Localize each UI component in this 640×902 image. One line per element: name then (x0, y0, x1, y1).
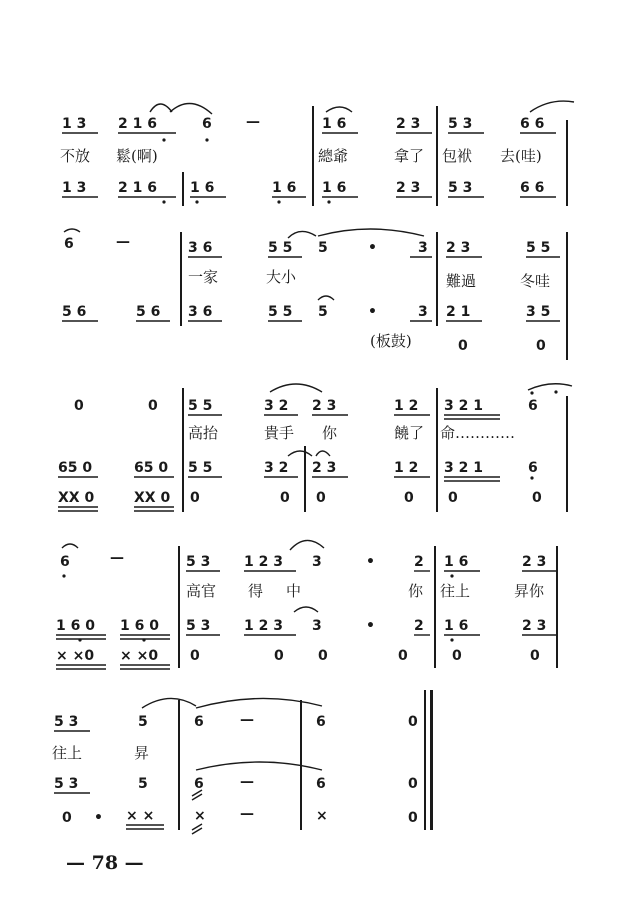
note-group: 6 (202, 116, 212, 132)
note-group: 2 1 6 (118, 180, 157, 196)
percussion-group: × × (126, 808, 155, 824)
sustain-dash: — (110, 550, 124, 566)
lyric: 往上 (440, 582, 471, 600)
rest: 0 (274, 648, 284, 664)
rest: 0 (316, 490, 326, 506)
note-group: 1 6 (190, 180, 215, 196)
note-group: 6 (60, 554, 70, 570)
note-group: 3 2 1 (444, 460, 483, 476)
augmentation-dot: • (366, 554, 375, 570)
rest: 0 (148, 398, 158, 414)
note-group: 65 0 (134, 460, 169, 476)
rest: 0 (530, 648, 540, 664)
note-group: 1 6 (444, 554, 469, 570)
note-group: 1 2 (394, 460, 419, 476)
rest: 0 (536, 338, 546, 354)
instrument-annotation: (板鼓) (370, 332, 412, 350)
note-group: 2 3 (312, 460, 337, 476)
augmentation-dot: • (366, 618, 375, 634)
rest: 0 (398, 648, 408, 664)
note-group: 5 3 (54, 776, 79, 792)
note-group: 5 (318, 240, 328, 256)
rest: 0 (408, 776, 418, 792)
lyric: 拿了 (394, 147, 425, 165)
note-group: 2 3 (396, 180, 421, 196)
note-group: 5 3 (448, 180, 473, 196)
note-group: 6 (64, 236, 74, 252)
lyric: 總爺 (318, 147, 349, 165)
note-group: 5 3 (186, 554, 211, 570)
rest: 0 (408, 714, 418, 730)
note-group: 1 2 (394, 398, 419, 414)
note-group: 3 6 (188, 304, 213, 320)
rest: 0 (190, 490, 200, 506)
lyric: 高官 (186, 582, 217, 600)
rest: 0 (448, 490, 458, 506)
note-group: 5 6 (62, 304, 87, 320)
note-group: 1 6 (444, 618, 469, 634)
lyric: 命………… (440, 424, 516, 442)
note-group: 3 (312, 618, 322, 634)
lyric: 中 (286, 582, 302, 600)
note-group: 3 2 (264, 460, 289, 476)
note-group: 5 3 (186, 618, 211, 634)
note-group: 6 (316, 714, 326, 730)
note-group: 2 3 (312, 398, 337, 414)
percussion-group: × ×0 (120, 648, 159, 664)
note-group: 5 5 (268, 304, 293, 320)
lyric: 大小 (266, 268, 297, 286)
lyric: 鬆(啊) (116, 147, 158, 165)
percussion-group: × (194, 808, 206, 824)
percussion-group: × ×0 (56, 648, 95, 664)
rest: 0 (408, 810, 418, 826)
note-group: 1 6 (272, 180, 297, 196)
note-group: 6 (194, 776, 204, 792)
note-group: 3 (418, 304, 428, 320)
lyric: 一家 (188, 268, 219, 286)
note-group: 3 2 (264, 398, 289, 414)
note-group: 3 6 (188, 240, 213, 256)
note-group: 1 6 0 (56, 618, 95, 634)
lyric: 貴手 (264, 424, 295, 442)
note-group: 2 (414, 618, 424, 634)
lyric: 不放 (60, 147, 91, 165)
lyric: 往上 (52, 744, 83, 762)
lyric: 昇 (134, 744, 150, 762)
note-group: 2 1 (446, 304, 471, 320)
note-group: 2 (414, 554, 424, 570)
lyric: 高抬 (188, 424, 219, 442)
note-group: 2 3 (522, 618, 547, 634)
lyric: 饒了 (394, 424, 425, 442)
note-group: 6 (528, 398, 538, 414)
sustain-dash: — (116, 234, 130, 250)
lyric: 去(哇) (500, 147, 542, 165)
note-group: 5 (318, 304, 328, 320)
note-group: 6 6 (520, 116, 545, 132)
rest: 0 (532, 490, 542, 506)
note-group: 6 6 (520, 180, 545, 196)
lyric: 你 (322, 424, 338, 442)
rest: 0 (404, 490, 414, 506)
page-number: — 78 — (66, 852, 144, 874)
note-group: 1 6 (322, 116, 347, 132)
rest: 0 (318, 648, 328, 664)
sustain-dash: — (246, 114, 260, 130)
note-group: 1 6 (322, 180, 347, 196)
lyric: 昇你 (514, 582, 545, 600)
note-group: 5 3 (54, 714, 79, 730)
note-group: 2 1 6 (118, 116, 157, 132)
lyric: 包袱 (442, 147, 473, 165)
note-group: 5 5 (188, 398, 213, 414)
lyric: 你 (408, 582, 424, 600)
lyric: 冬哇 (520, 272, 551, 290)
note-group: 5 5 (526, 240, 551, 256)
percussion-group: XX 0 (134, 490, 171, 506)
sustain-dash: — (240, 774, 254, 790)
note-group: 5 (138, 714, 148, 730)
augmentation-dot: • (94, 810, 103, 826)
note-group: 1 3 (62, 116, 87, 132)
rest: 0 (74, 398, 84, 414)
note-group: 1 2 3 (244, 554, 283, 570)
note-group: 3 (418, 240, 428, 256)
note-group: 5 (138, 776, 148, 792)
note-group: 3 2 1 (444, 398, 483, 414)
note-group: 5 5 (188, 460, 213, 476)
note-group: 6 (316, 776, 326, 792)
note-group: 1 2 3 (244, 618, 283, 634)
lyric: 得 (248, 582, 264, 600)
rest: 0 (280, 490, 290, 506)
rest: 0 (452, 648, 462, 664)
note-group: 2 3 (446, 240, 471, 256)
note-group: 65 0 (58, 460, 93, 476)
sustain-dash: — (240, 806, 254, 822)
percussion-group: XX 0 (58, 490, 95, 506)
note-group: 5 5 (268, 240, 293, 256)
note-group: 3 (312, 554, 322, 570)
rest: 0 (190, 648, 200, 664)
augmentation-dot: • (368, 304, 377, 320)
note-group: 6 (528, 460, 538, 476)
sustain-dash: — (240, 712, 254, 728)
rest: 0 (62, 810, 72, 826)
note-group: 2 3 (396, 116, 421, 132)
augmentation-dot: • (368, 240, 377, 256)
note-group: 5 6 (136, 304, 161, 320)
note-group: 3 5 (526, 304, 551, 320)
note-group: 1 6 0 (120, 618, 159, 634)
rest: 0 (458, 338, 468, 354)
lyric: 難過 (446, 272, 477, 290)
note-group: 6 (194, 714, 204, 730)
note-group: 5 3 (448, 116, 473, 132)
note-group: 2 3 (522, 554, 547, 570)
percussion-group: × (316, 808, 328, 824)
note-group: 1 3 (62, 180, 87, 196)
